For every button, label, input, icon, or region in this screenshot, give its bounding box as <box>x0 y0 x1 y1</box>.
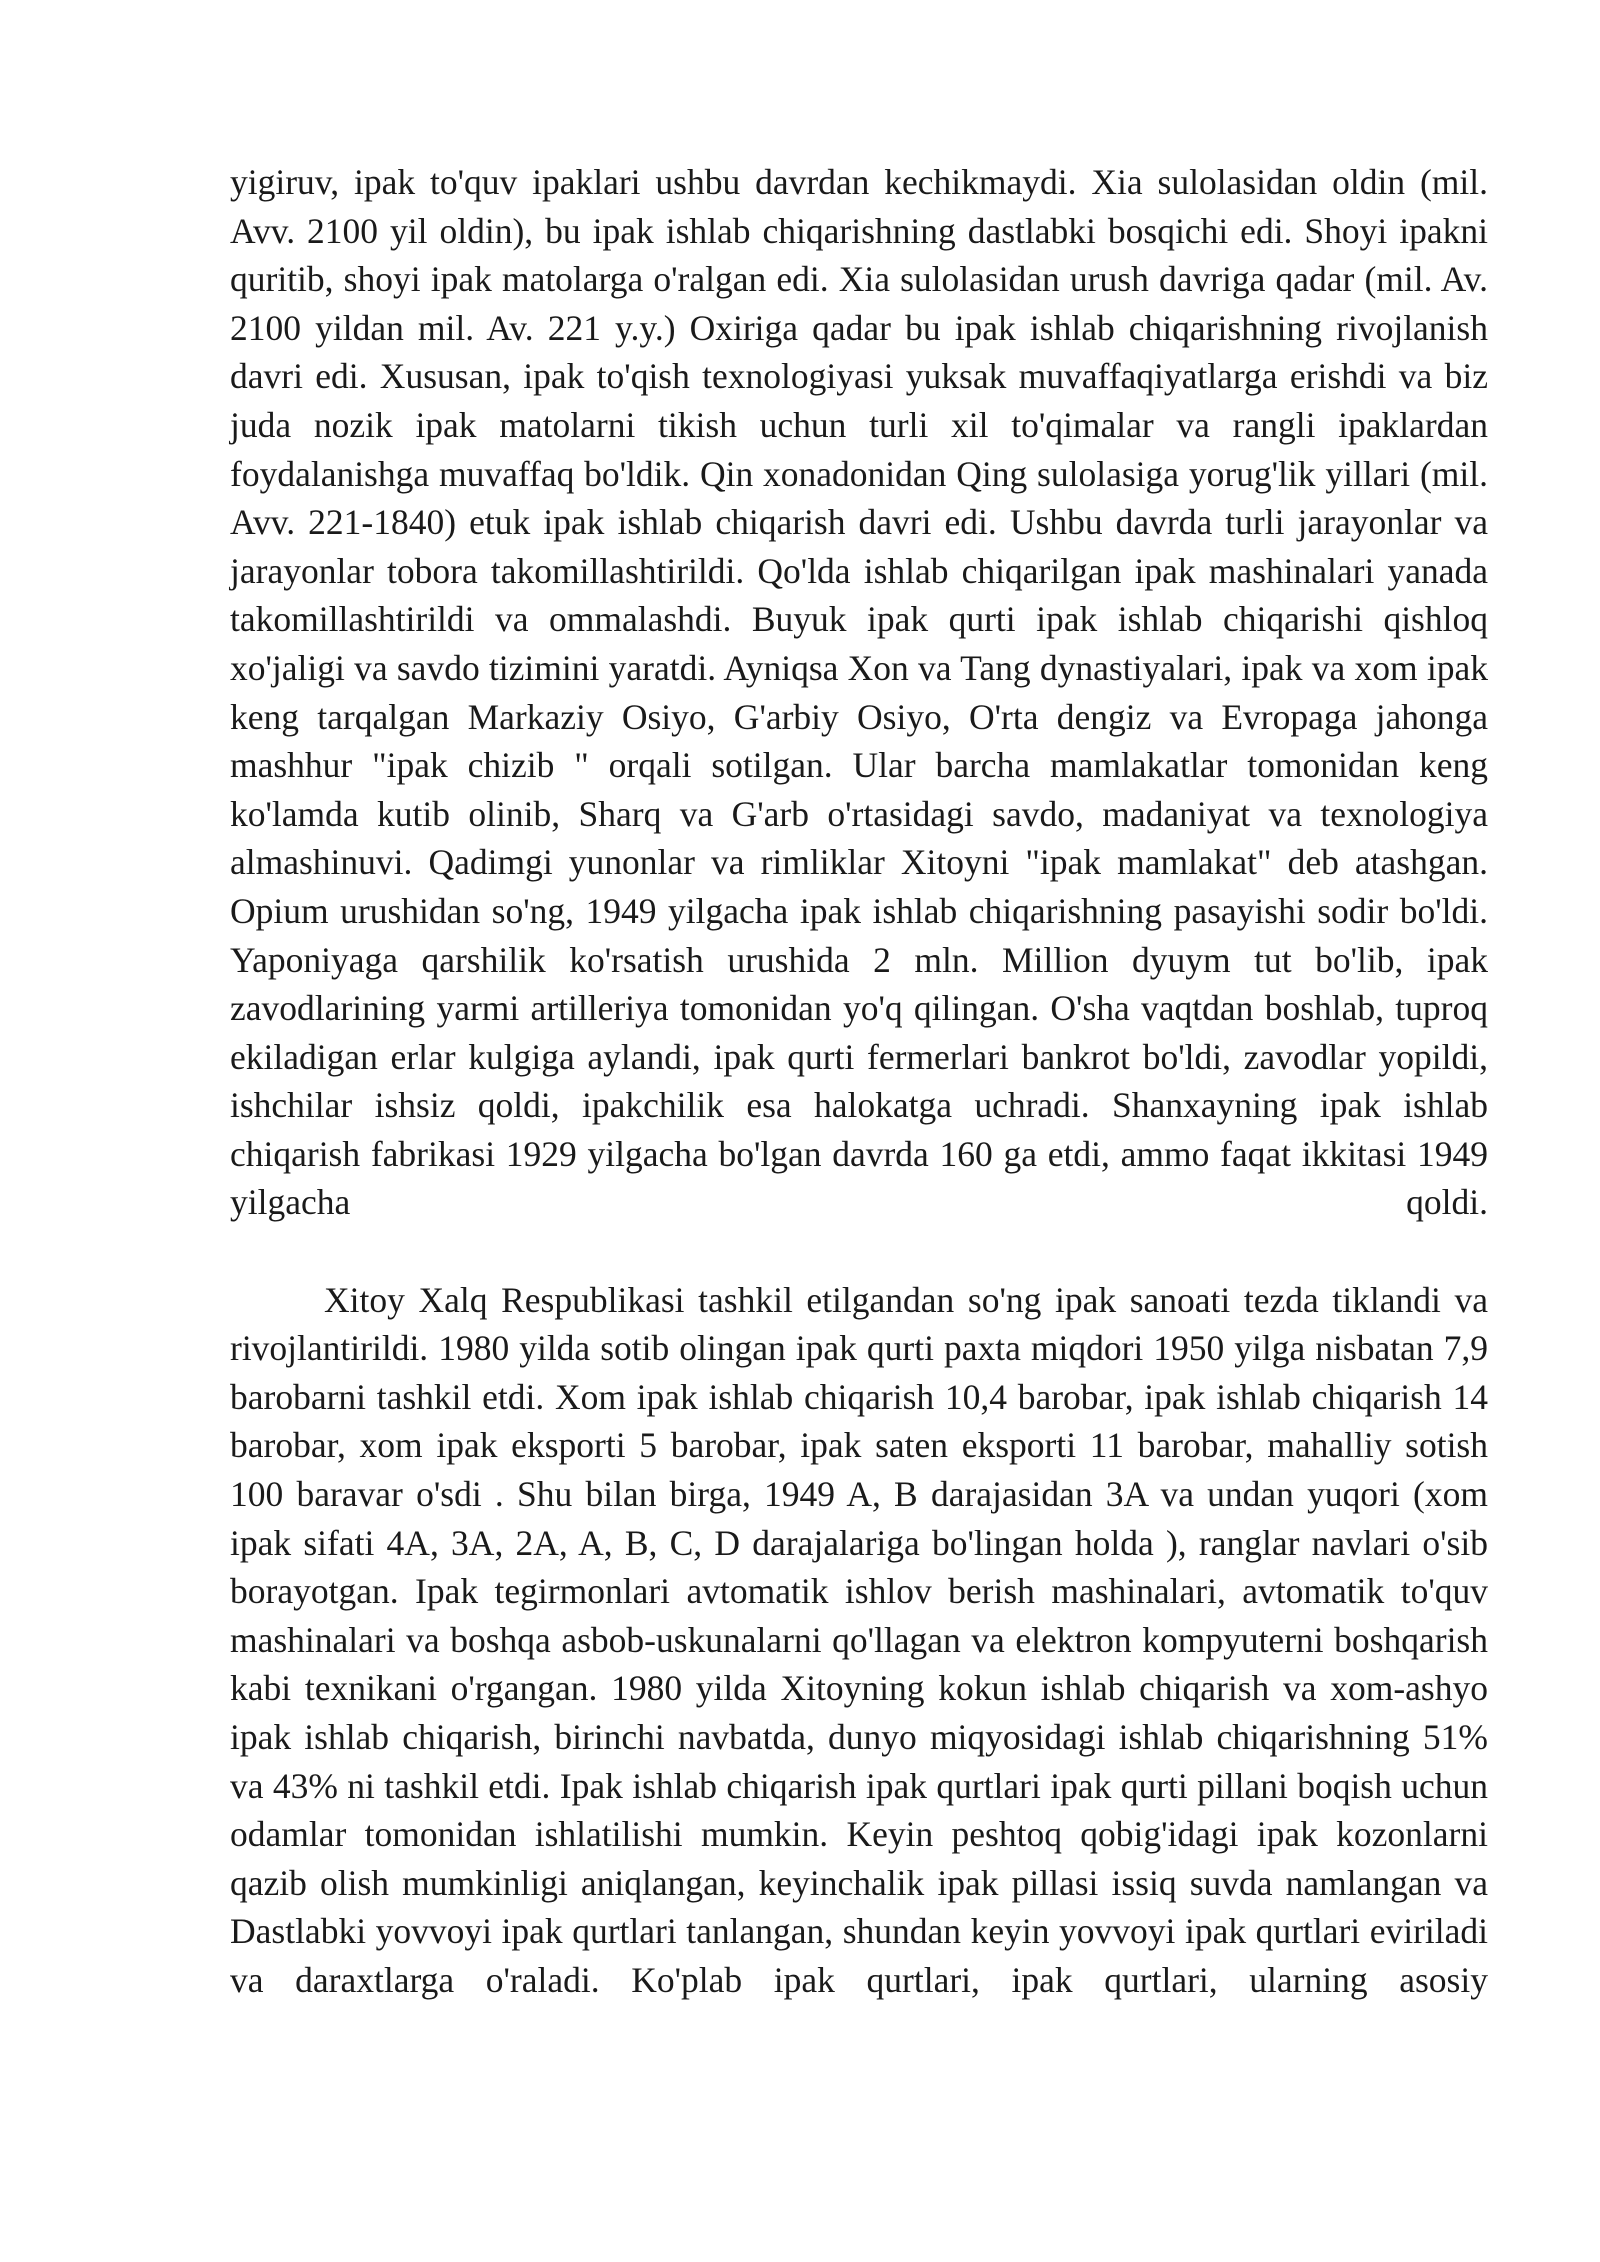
paragraph-history: yigiruv, ipak to'quv ipaklari ushbu davrdan kechikmaydi. Xia sulolasidan oldin (mil. Avv. 2100 yil oldin), bu ipak ishlab chiqarishning dastlabki bosqichi edi. Shoyi ipakni quritib, shoyi ipak matolarga o'ralgan edi. Xia sulolasidan urush davriga qadar (mil. Av. 2100 yildan mil. Av. 221 y.y.) Oxiriga qadar bu ipak ishlab chiqarishning rivojlanish davri edi. Xususan, ipak to'qish texnologiyasi yuksak muvaffaqiyatlarga erishdi va biz juda nozik ipak matolarni tikish uchun turli xil to'qimalar va rangli ipaklardan foydalanishga muvaffaq bo'ldik. Qin xonadonidan Qing sulolasiga yorug'lik yillari (mil. Avv. 221-1840) etuk ipak ishlab chiqarish davri edi. Ushbu davrda turli jarayonlar va jarayonlar tobora takomillashtirildi. Qo'lda ishlab chiqarilgan ipak mashinalari yanada takomillashtirildi va ommalashdi. Buyuk ipak qurti ipak ishlab chiqarishi qishloq xo'jaligi va savdo tizimini yaratdi. Ayniqsa Xon va Tang dynastiyalari, ipak va xom ipak keng tarqalgan Markaziy Osiyo, G'arbiy Osiyo, O'rta dengiz va Evropaga jahonga mashhur "ipak chizib " orqali sotilgan. Ular barcha mamlakatlar tomonidan keng ko'lamda kutib olinib, Sharq va G'arb o'rtasidagi savdo, madaniyat va texnologiya almashinuvi. Qadimgi yunonlar va rimliklar Xitoyni "ipak mamlakat" deb atashgan. Opium urushidan so'ng, 1949 yilgacha ipak ishlab chiqarishning pasayishi sodir bo'ldi. Yaponiyaga qarshilik ko'rsatish urushida 2 mln. Million dyuym tut bo'lib, ipak zavodlarining yarmi artilleriya tomonidan yo'q qilingan. O'sha vaqtdan boshlab, tuproq ekiladigan erlar kulgiga aylandi, ipak qurti fermerlari bankrot bo'ldi, zavodlar yopildi, ishchilar ishsiz qoldi, ipakchilik esa halokatga uchradi. Shanxayning ipak ishlab chiqarish fabrikasi 1929 yilgacha bo'lgan davrda 160 ga etdi, ammo faqat ikkitasi 1949 yilgacha qoldi. <box>230 162 1488 1223</box>
document-page <box>230 158 1488 2005</box>
paragraph-prc-silk-industry: Xitoy Xalq Respublikasi tashkil etilgandan so'ng ipak sanoati tezda tiklandi va rivojlantirildi. 1980 yilda sotib olingan ipak qurti paxta miqdori 1950 yilga nisbatan 7,9 barobarni tashkil etdi. Xom ipak ishlab chiqarish 10,4 barobar, ipak ishlab chiqarish 14 barobar, xom ipak eksporti 5 barobar, ipak saten eksporti 11 barobar, mahalliy sotish 100 baravar o'sdi . Shu bilan birga, 1949 A, B darajasidan 3A va undan yuqori (xom ipak sifati 4A, 3A, 2A, A, B, C, D darajalariga bo'lingan holda ), ranglar navlari o'sib borayotgan. Ipak tegirmonlari avtomatik ishlov berish mashinalari, avtomatik to'quv mashinalari va boshqa asbob-uskunalarni qo'llagan va elektron kompyuterni boshqarish kabi texnikani o'rgangan. 1980 yilda Xitoyning kokun ishlab chiqarish va xom-ashyo ipak ishlab chiqarish, birinchi navbatda, dunyo miqyosidagi ishlab chiqarishning 51% va 43% ni tashkil etdi. Ipak ishlab chiqarish ipak qurtlari ipak qurti pillani boqish uchun odamlar tomonidan ishlatilishi mumkin. Keyin peshtoq qobig'idagi ipak kozonlarni qazib olish mumkinligi aniqlangan, keyinchalik ipak pillasi issiq suvda namlangan va Dastlabki yovvoyi ipak qurtlari tanlangan, shundan keyin yovvoyi ipak qurtlari eviriladi va daraxtlarga o'raladi. Ko'plab ipak qurtlari, ipak qurtlari, ularning asosiy <box>230 1279 1488 2000</box>
